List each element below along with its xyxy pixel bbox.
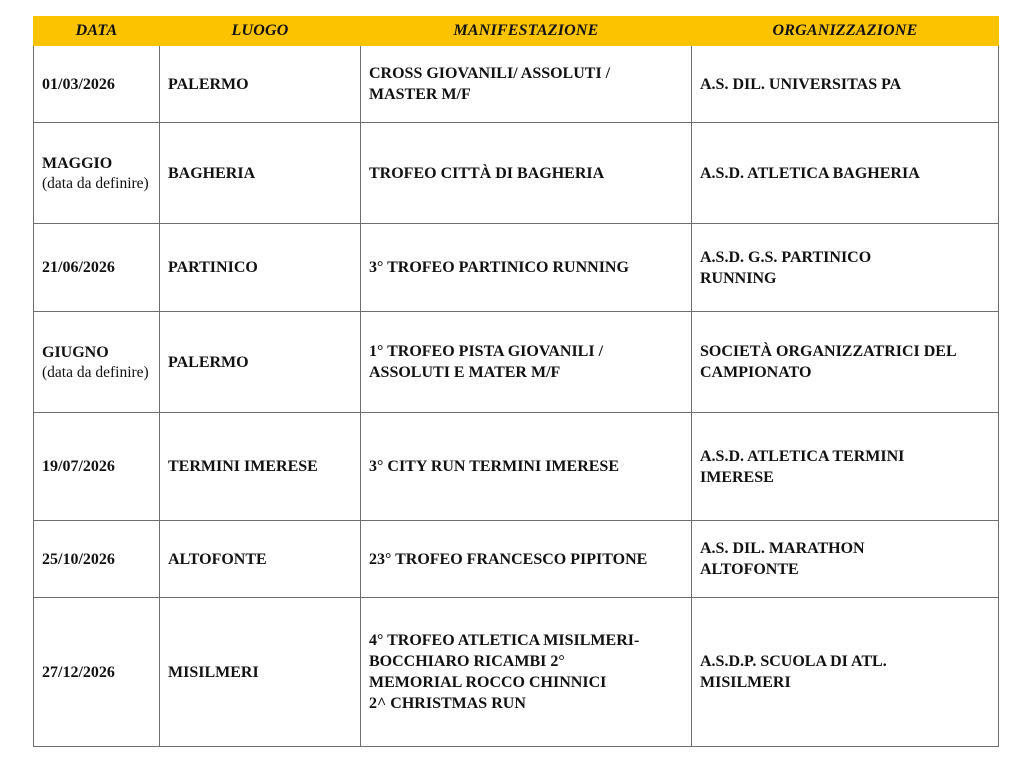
organization-line: IMERESE	[700, 468, 774, 486]
date-value: 27/12/2026	[42, 663, 115, 681]
table-row	[34, 312, 999, 413]
organization-cell	[692, 46, 999, 123]
date-cell	[34, 312, 160, 413]
organization-cell	[692, 224, 999, 312]
event-cell	[361, 312, 692, 413]
date-cell	[34, 46, 160, 123]
date-value: GIUGNO	[42, 343, 109, 361]
header-row	[34, 17, 999, 46]
table-row	[34, 598, 999, 747]
date-value: 21/06/2026	[42, 259, 115, 276]
table-row	[34, 413, 999, 521]
event-line: CROSS GIOVANILI/ ASSOLUTI /	[369, 65, 611, 82]
date-cell	[34, 123, 160, 224]
organization-line: SOCIETÀ ORGANIZZATRICI DEL	[700, 343, 957, 360]
organization-line: A.S.D. ATLETICA TERMINI	[700, 447, 905, 465]
date-value: 01/03/2026	[42, 75, 115, 93]
event-line: 1° TROFEO PISTA GIOVANILI /	[369, 343, 604, 360]
organization-cell	[692, 521, 999, 598]
event-line: MASTER M/F	[369, 86, 471, 103]
organization-cell	[692, 413, 999, 521]
event-line: 23° TROFEO FRANCESCO PIPITONE	[369, 550, 648, 568]
organization-line: MISILMERI	[700, 674, 791, 691]
event-line: 2^ CHRISTMAS RUN	[369, 695, 526, 712]
organization-line: A.S.D. G.S. PARTINICO	[700, 248, 872, 266]
table-row	[34, 521, 999, 598]
organization-cell	[692, 312, 999, 413]
event-line: ASSOLUTI E MATER M/F	[369, 364, 561, 381]
event-line: MEMORIAL ROCCO CHINNICI	[369, 674, 607, 691]
date-cell	[34, 413, 160, 521]
place-cell: ALTOFONTE	[160, 521, 361, 598]
organization-cell	[692, 598, 999, 747]
table-row	[34, 46, 999, 123]
organization-line: A.S. DIL. MARATHON	[700, 540, 865, 557]
header-place: LUOGO	[160, 17, 361, 46]
organization-cell	[692, 123, 999, 224]
header-event: MANIFESTAZIONE	[361, 17, 692, 46]
date-note: (data da definire)	[42, 363, 149, 381]
organization-line: CAMPIONATO	[700, 364, 812, 381]
organization-line: RUNNING	[700, 269, 777, 287]
event-line: 3° CITY RUN TERMINI IMERESE	[369, 458, 619, 475]
table-header	[34, 17, 999, 46]
place-cell: TERMINI IMERESE	[160, 413, 361, 521]
header-organization: ORGANIZZAZIONE	[692, 17, 999, 46]
events-calendar-table	[33, 16, 999, 747]
event-line: 3° TROFEO PARTINICO RUNNING	[369, 259, 629, 276]
event-line: BOCCHIARO RICAMBI 2°	[369, 653, 565, 670]
date-cell	[34, 224, 160, 312]
event-cell	[361, 521, 692, 598]
event-cell	[361, 123, 692, 224]
table-body	[34, 46, 999, 747]
date-value: MAGGIO	[42, 154, 113, 172]
date-cell	[34, 521, 160, 598]
event-cell	[361, 598, 692, 747]
organization-line: ALTOFONTE	[700, 561, 799, 578]
table-row	[34, 224, 999, 312]
header-date: DATA	[34, 17, 160, 46]
place-cell: PALERMO	[160, 46, 361, 123]
date-note: (data da definire)	[42, 174, 149, 192]
organization-line: A.S. DIL. UNIVERSITAS PA	[700, 75, 902, 93]
organization-line: A.S.D.P. SCUOLA DI ATL.	[700, 653, 887, 670]
event-cell	[361, 224, 692, 312]
event-cell	[361, 46, 692, 123]
date-value: 19/07/2026	[42, 458, 115, 475]
date-cell	[34, 598, 160, 747]
event-line: 4° TROFEO ATLETICA MISILMERI-	[369, 632, 640, 649]
place-cell: PALERMO	[160, 312, 361, 413]
organization-line: A.S.D. ATLETICA BAGHERIA	[700, 164, 920, 182]
date-value: 25/10/2026	[42, 550, 115, 568]
event-cell	[361, 413, 692, 521]
table-row	[34, 123, 999, 224]
place-cell: MISILMERI	[160, 598, 361, 747]
place-cell: BAGHERIA	[160, 123, 361, 224]
event-line: TROFEO CITTÀ DI BAGHERIA	[369, 164, 605, 182]
place-cell: PARTINICO	[160, 224, 361, 312]
